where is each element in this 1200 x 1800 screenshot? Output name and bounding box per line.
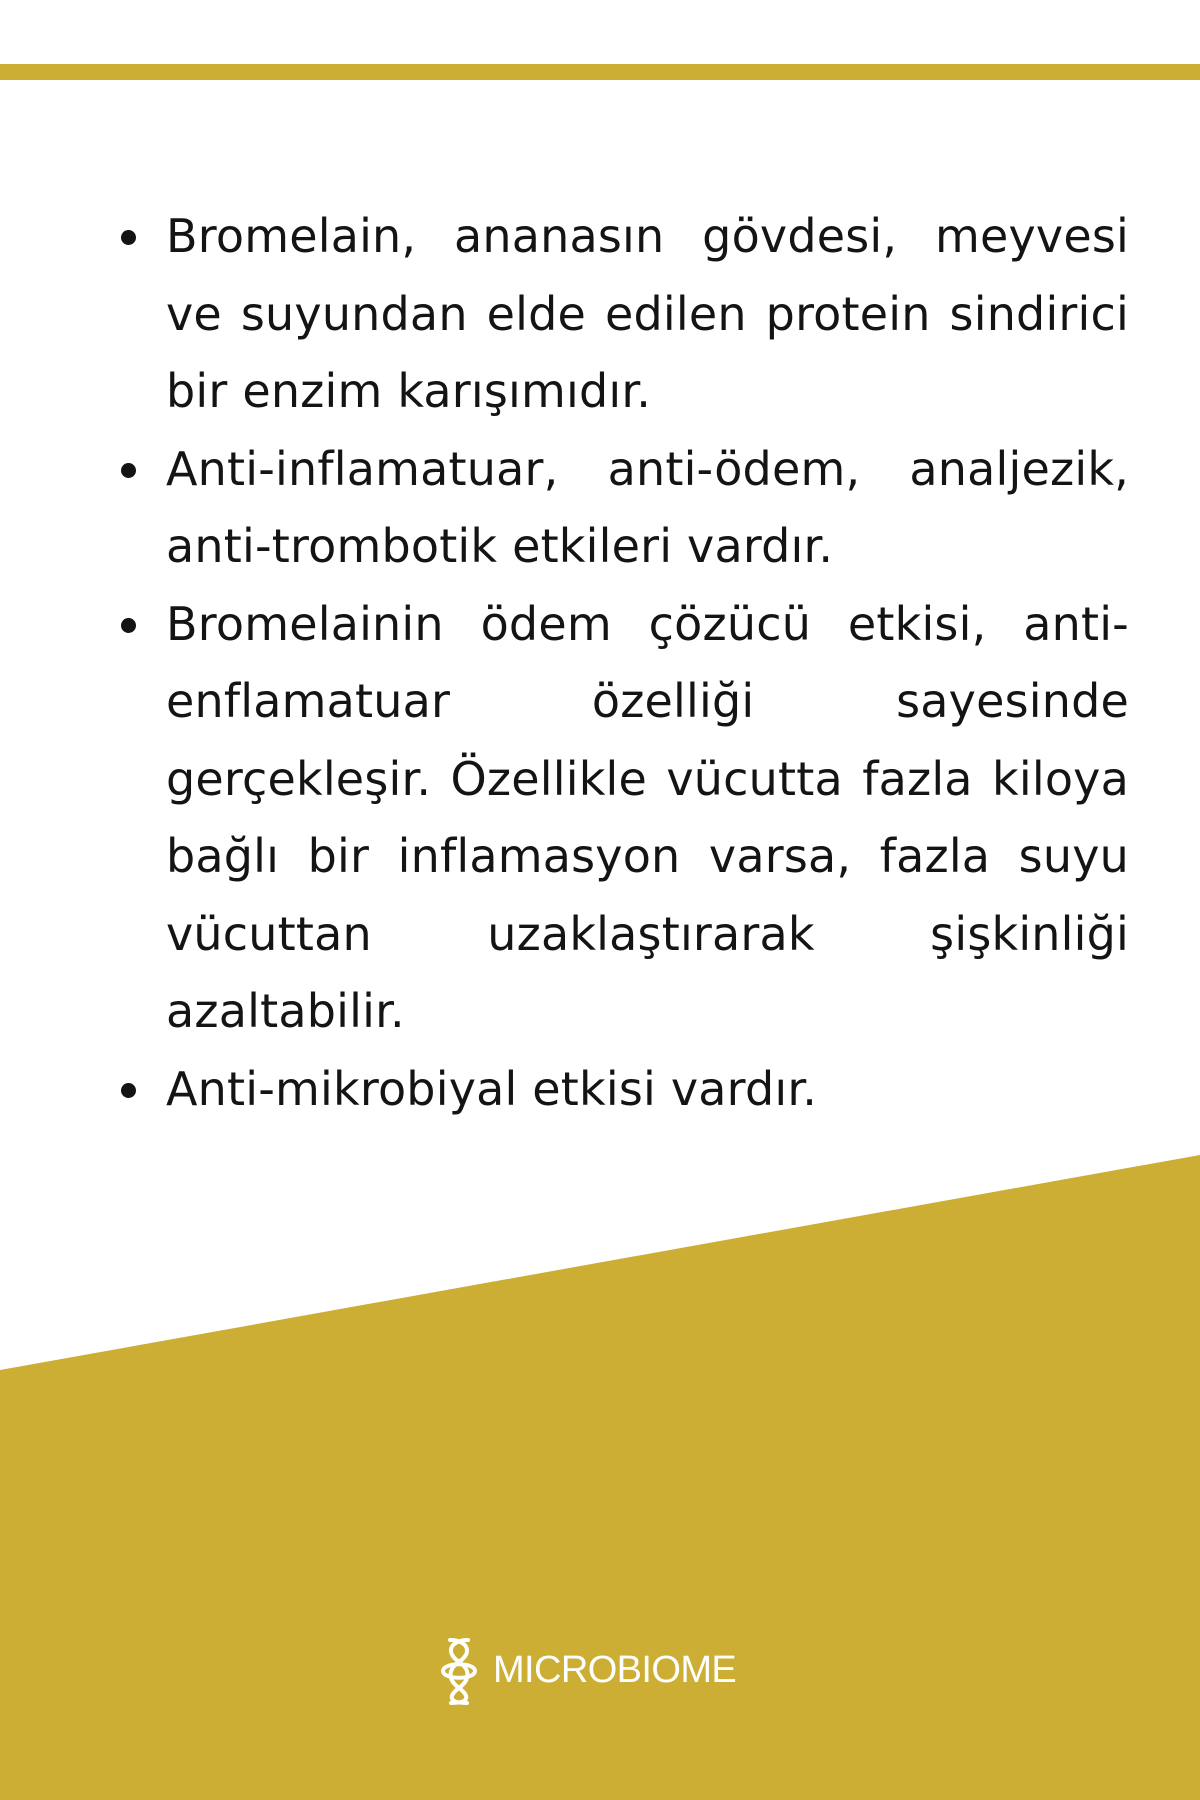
bullet-item-1 bbox=[113, 198, 1129, 431]
bullet-item-3 bbox=[113, 586, 1129, 1051]
bullet-text-3: Bromelainin ödem çözücü etkisi, anti-enflamatuar özelliği sayesinde gerçekleşir. Özellikle vücutta fazla kiloya bağlı bir inflamasyon varsa, fazla suyu vücuttan uzaklaştırarak şişkinliği azaltabilir. bbox=[166, 596, 1129, 1038]
bullet-text-2: Anti-inflamatuar, anti-ödem, analjezik, anti-trombotik etkileri vardır. bbox=[166, 441, 1129, 573]
content-area bbox=[113, 198, 1129, 1128]
bullet-text-4: Anti-mikrobiyal etkisi vardır. bbox=[166, 1061, 818, 1116]
brand-footer bbox=[430, 1634, 736, 1706]
bullet-text-1: Bromelain, ananasın gövdesi, meyvesi ve suyundan elde edilen protein sindirici bir enzim karışımıdır. bbox=[166, 209, 1129, 418]
brand-name: MICROBIOME bbox=[493, 1649, 737, 1691]
bullet-item-4 bbox=[113, 1051, 1129, 1129]
bullet-item-2 bbox=[113, 431, 1129, 586]
bullet-dot-icon bbox=[121, 230, 136, 245]
dna-helix-icon bbox=[430, 1634, 488, 1706]
bullet-list bbox=[113, 198, 1129, 1128]
bullet-dot-icon bbox=[121, 618, 136, 633]
bullet-dot-icon bbox=[121, 1083, 136, 1098]
bullet-dot-icon bbox=[121, 463, 136, 478]
